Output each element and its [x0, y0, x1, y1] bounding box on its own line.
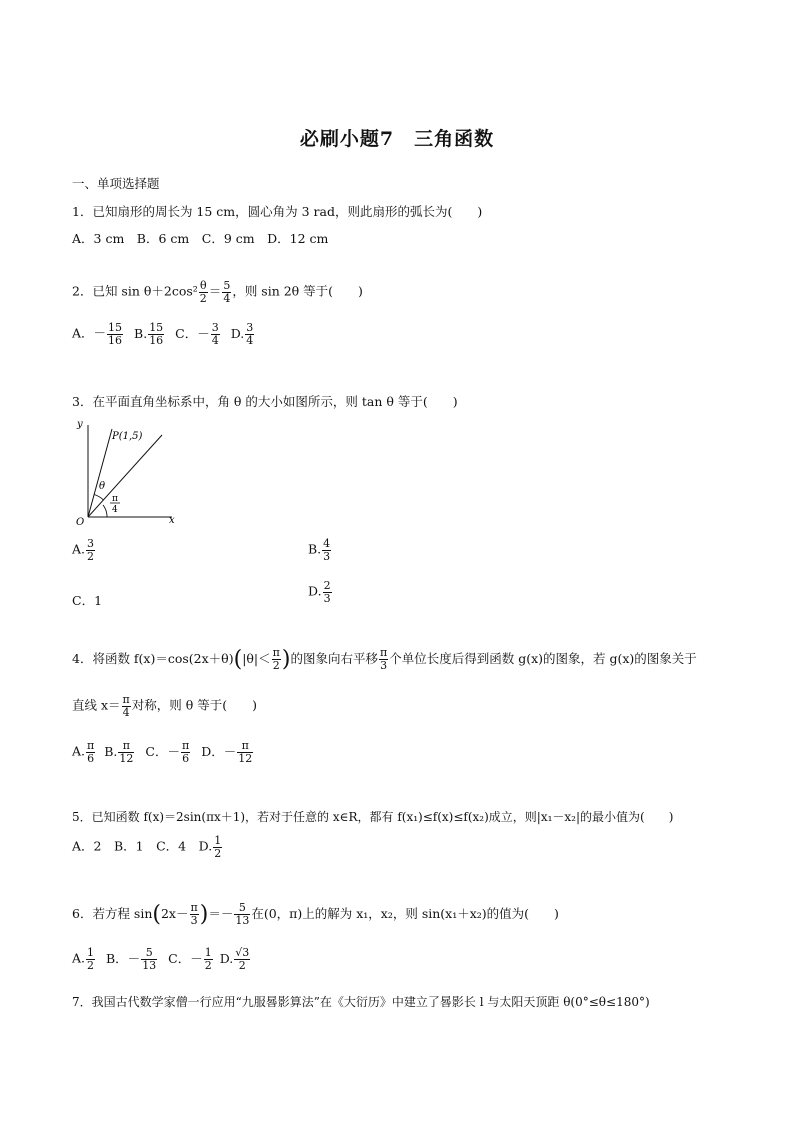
q2-options: A．－ $\frac{15}{16}$ B. $\frac{15}{16}$ C．－ $\frac{3}{4}$ D. $\frac{3}{4}$ [72, 321, 254, 347]
q3-option-a: A. $\frac{3}{2}$ [72, 537, 95, 563]
fraction: $\frac{5}{4}$ [223, 279, 231, 305]
q5-options: A．2 B．1 C．4 D. $\frac{1}{2}$ [72, 834, 222, 860]
origin-label: O [76, 517, 85, 528]
four-label: 4 [112, 505, 118, 515]
x-label: x [169, 515, 175, 526]
q3-option-d: D. $\frac{2}{3}$ [308, 579, 331, 605]
fraction: $\frac{\theta}{2}$ [199, 279, 207, 305]
pi4-arc [103, 505, 107, 517]
q4-stem-line2: 直线 x＝ $\frac{\pi}{4}$ 对称，则 θ 等于( ) [72, 693, 257, 719]
q6-stem: 6．若方程 sin(2x－ $\frac{\pi}{3}$ )＝－ $\frac{5}{13}$ 在(0，π)上的解为 x₁，x₂，则 sin(x₁＋x₂)的值为( ) [72, 901, 559, 927]
q1-options: A．3 cm B．6 cm C．9 cm D．12 cm [72, 231, 329, 246]
q6-options: A. $\frac{1}{2}$ B．－ $\frac{5}{13}$ C．－ $\frac{1}{2}$ D. $\frac{√3}{2}$ [72, 946, 250, 972]
q3-angle-figure [70, 413, 182, 529]
q3-stem: 3．在平面直角坐标系中，角 θ 的大小如图所示，则 tan θ 等于( ) [72, 394, 458, 409]
pi-label: π [112, 494, 118, 504]
q4-options: A. $\frac{\pi}{6}$ B. $\frac{\pi}{12}$ C．－ $\frac{\pi}{6}$ D．－ $\frac{\pi}{12}$ [72, 739, 253, 765]
q2-stem: 2．已知 sin θ＋2cos² $\frac{\theta}{2}$ ＝ $\frac{5}{4}$ ，则 sin 2θ 等于( ) [72, 279, 363, 305]
page-title: 必刷小题7 三角函数 [299, 128, 495, 150]
q4-stem-line1: 4．将函数 f(x)＝cos(2x＋θ)(|θ|＜ $\frac{\pi}{2}$ )的图象向右平移 $\frac{\pi}{3}$ 个单位长度后得到函数 g(x)的图象，若 g(x)的图象关于 [72, 646, 697, 672]
theta-arc [94, 495, 104, 501]
q1-stem: 1．已知扇形的周长为 15 cm，圆心角为 3 rad，则此扇形的弧长为( ) [72, 204, 483, 219]
q3-option-c: C．1 [72, 593, 103, 608]
q3-option-b: B. $\frac{4}{3}$ [308, 537, 331, 563]
section-heading: 一、单项选择题 [72, 176, 160, 191]
y-label: y [77, 419, 83, 430]
q7-stem: 7．我国古代数学家僧一行应用“九服晷影算法”在《大衍历》中建立了晷影长 l 与太阳天顶距 θ(0°≤θ≤180°) [72, 995, 650, 1009]
q5-stem: 5．已知函数 f(x)＝2sin(πx＋1)，若对于任意的 x∈R，都有 f(x₁)≤f(x)≤f(x₂)成立，则|x₁－x₂|的最小值为( ) [72, 810, 674, 824]
point-p-label: P(1,5) [112, 431, 143, 442]
theta-label: θ [99, 481, 106, 492]
